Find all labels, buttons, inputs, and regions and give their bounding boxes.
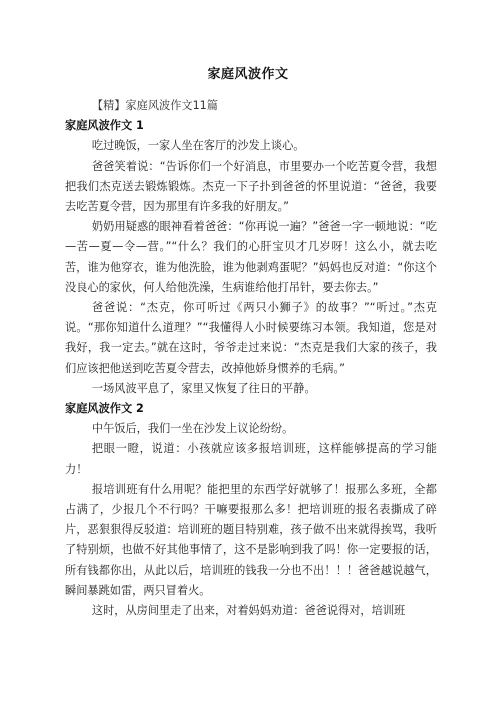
section-heading-2: 家庭风波作文 2	[65, 402, 144, 416]
paragraph: 报培训班有什么用呢？能把里的东西学好就够了！报那么多班，全都占满了，少报几个不行吗？干嘛要报那么多！把培训班的报名表撕成了碎片，恶狠狠得反驳道：培训班的题目特别难，孩子做不出来就得挨骂，我听了特别烦，也做不好其他事情了，这不是影响到我了吗！你一定要报的话，所有钱都你出，从此以后，培训班的钱我一分也不出！！！爸爸越说越气，瞬间暴跳如雷，两只冒着火。	[65, 482, 437, 597]
paragraph: 这时，从房间里走了出来，对着妈妈劝道：爸爸说得对，培训班	[91, 604, 406, 618]
document-body	[65, 96, 437, 621]
paragraph: 爸爸笑着说：“告诉你们一个好消息，市里要办一个吃苦夏令营，我想把我们杰克送去锻炼锻炼。杰克一下子扑到爸爸的怀里说道：“爸爸，我要去吃苦夏令营，因为那里有许多我的好朋友。”	[65, 159, 437, 214]
document-title: 家庭风波作文	[207, 67, 289, 82]
paragraph: 奶奶用疑惑的眼神看着爸爸：“你再说一遍？”爸爸一字一顿地说：“吃—苦—夏—令—营。”“什么？我们的心肝宝贝才几岁呀！这么小，就去吃苦，谁为他穿衣，谁为他洗脸，谁为他剥鸡蛋呢？”妈妈也反对道：“你这个没良心的家伙，何人给他洗澡，生病谁给他打吊针，要去你去。”	[65, 220, 437, 294]
section-heading-1: 家庭风波作文 1	[65, 119, 144, 133]
paragraph: 吃过晚饭，一家人坐在客厅的沙发上谈心。	[91, 139, 305, 153]
paragraph: 中午饭后，我们一坐在沙发上议论纷纷。	[91, 422, 294, 436]
document-subtitle: 【精】家庭风波作文11篇	[91, 99, 218, 112]
paragraph: 把眼一瞪，说道：小孩就应该多报培训班，这样能够提高的学习能力！	[65, 442, 437, 476]
paragraph: 爸爸说：“杰克，你可听过《两只小狮子》的故事？”“听过。”杰克说。“那你知道什么道理？”“我懂得人小时候要练习本领。我知道，您是对我好，我一定去。”就在这时，爷爷走过来说：“杰克是我们大家的孩子，我们应该把他送到吃苦夏令营去，改掉他娇身惯养的毛病。”	[65, 301, 437, 375]
paragraph: 一场风波平息了，家里又恢复了往日的平静。	[91, 381, 316, 395]
